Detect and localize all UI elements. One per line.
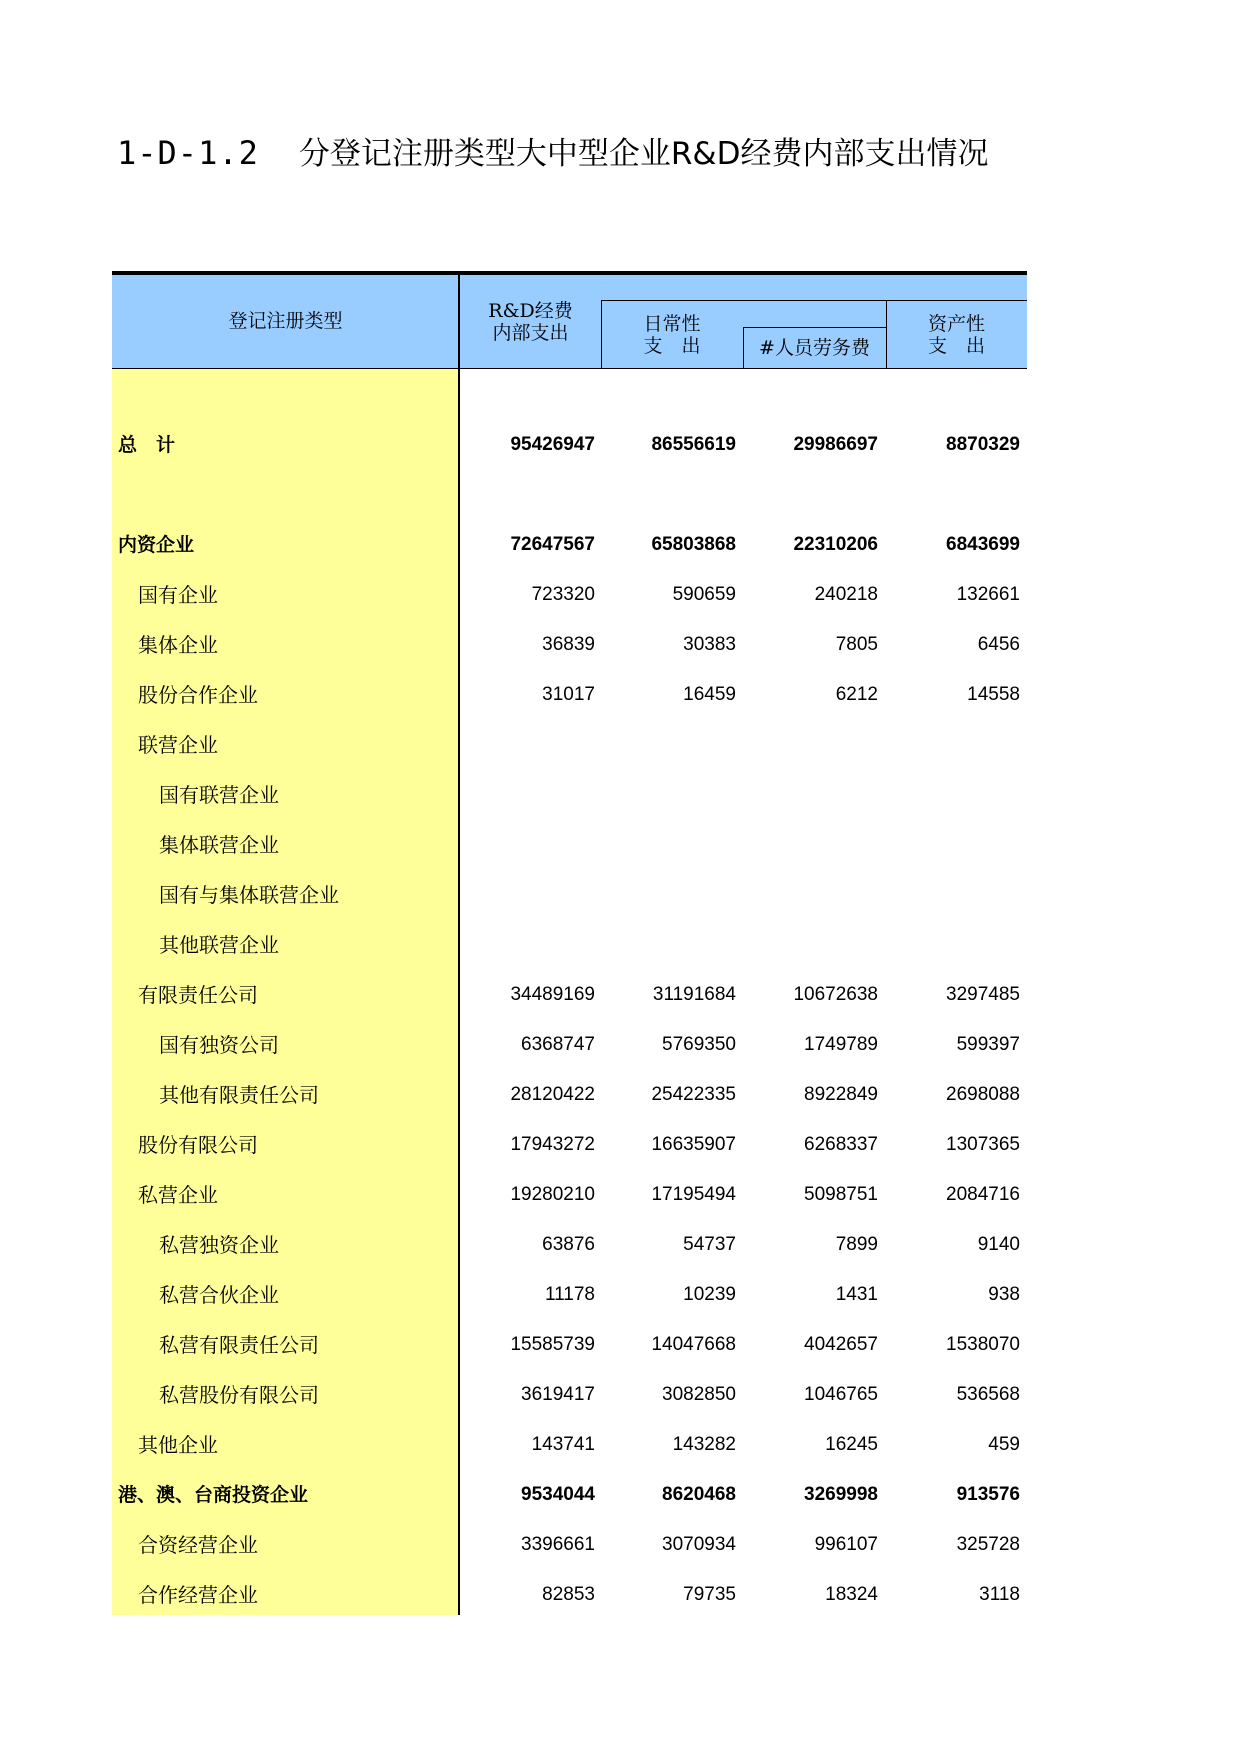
row-value: [748, 720, 878, 770]
table-row: [112, 720, 1027, 770]
table-row: [112, 1420, 1027, 1470]
row-value: 3082850: [662, 1384, 736, 1405]
row-value: [465, 920, 595, 970]
row-value: 1431: [835, 1284, 878, 1305]
row-value: 7805: [835, 634, 878, 655]
header-routine-expenditure: [601, 313, 743, 357]
row-value: 240218: [814, 584, 878, 605]
table-row: [112, 970, 1027, 1020]
header-routine-line1: 日常性: [643, 313, 701, 335]
row-value: 3070934: [662, 1534, 736, 1555]
row-value: 29986697: [793, 434, 878, 455]
row-value: 79735: [683, 1584, 736, 1605]
row-value: 7899: [835, 1234, 878, 1255]
row-label: 有限责任公司: [138, 983, 258, 1007]
row-value: 723320: [531, 584, 595, 605]
table-code: 1-D-1.2: [117, 134, 259, 172]
row-value: 34489169: [510, 984, 595, 1005]
row-label: 股份有限公司: [138, 1133, 258, 1157]
row-value: 1307365: [946, 1134, 1020, 1155]
row-value: 11178: [544, 1284, 595, 1305]
row-label: 总 计: [118, 434, 176, 456]
row-value: [748, 820, 878, 870]
table-title: 分登记注册类型大中型企业R&D经费内部支出情况: [298, 136, 989, 172]
table-row: [112, 1470, 1027, 1520]
header-sub-line: [743, 327, 886, 328]
row-value: [606, 770, 736, 820]
row-label: 内资企业: [118, 534, 195, 556]
table-row: [112, 1320, 1027, 1370]
row-value: 6456: [977, 634, 1020, 655]
row-value: [748, 770, 878, 820]
row-label: 国有企业: [138, 583, 218, 607]
row-value: 143282: [672, 1434, 736, 1455]
row-value: [890, 870, 1020, 920]
row-value: 63876: [542, 1234, 595, 1255]
row-value: 17943272: [510, 1134, 595, 1155]
header-group-line: [601, 300, 1027, 301]
row-value: [890, 920, 1020, 970]
table-row: [112, 1020, 1027, 1070]
row-value: 22310206: [793, 534, 878, 555]
row-value: 590659: [672, 584, 736, 605]
table-row: [112, 920, 1027, 970]
row-label: 港、澳、台商投资企业: [118, 1484, 309, 1506]
row-label: 私营独资企业: [159, 1233, 279, 1257]
row-value: 2698088: [946, 1084, 1020, 1105]
row-value: 16245: [825, 1434, 878, 1455]
row-value: 8922849: [804, 1084, 878, 1105]
table-row: [112, 1070, 1027, 1120]
row-value: 5098751: [804, 1184, 878, 1205]
row-label: 集体企业: [138, 633, 218, 657]
row-value: 19280210: [510, 1184, 595, 1205]
row-value: 28120422: [510, 1084, 595, 1105]
row-label: 股份合作企业: [138, 683, 258, 707]
row-value: 8620468: [662, 1484, 736, 1505]
table-row: [112, 870, 1027, 920]
row-label: 联营企业: [138, 733, 218, 757]
row-value: 3396661: [521, 1534, 595, 1555]
row-value: [748, 870, 878, 920]
row-value: 8870329: [946, 434, 1020, 455]
row-value: 16459: [683, 684, 736, 705]
table-row: [112, 1120, 1027, 1170]
row-label: 合资经营企业: [138, 1533, 258, 1557]
table-row: [112, 520, 1027, 570]
row-value: 996107: [814, 1534, 878, 1555]
header-rd-line2: 内部支出: [492, 322, 569, 344]
row-value: 14047668: [651, 1334, 736, 1355]
header-asset-line2: 支 出: [927, 335, 985, 357]
row-value: 132661: [956, 584, 1020, 605]
row-label: 其他有限责任公司: [159, 1083, 319, 1107]
header-asset-line1: 资产性: [927, 313, 985, 335]
header-routine-line2: 支 出: [643, 335, 701, 357]
row-value: 599397: [956, 1034, 1020, 1055]
row-value: 1046765: [804, 1384, 878, 1405]
row-value: 1749789: [804, 1034, 878, 1055]
row-value: [606, 720, 736, 770]
row-value: 36839: [542, 634, 595, 655]
row-value: 10672638: [793, 984, 878, 1005]
row-value: [890, 820, 1020, 870]
row-value: [890, 720, 1020, 770]
row-label: 国有独资公司: [159, 1033, 279, 1057]
row-value: 95426947: [510, 434, 595, 455]
table-row: [112, 1170, 1027, 1220]
row-value: [890, 770, 1020, 820]
row-label: 私营合伙企业: [159, 1283, 279, 1307]
row-value: 9534044: [521, 1484, 595, 1505]
row-value: 6843699: [946, 534, 1020, 555]
row-value: 6368747: [521, 1034, 595, 1055]
row-value: 3269998: [804, 1484, 878, 1505]
row-value: 65803868: [651, 534, 736, 555]
row-value: 72647567: [510, 534, 595, 555]
row-value: 31191684: [652, 984, 736, 1005]
table-row: [112, 1270, 1027, 1320]
table-row: [112, 1220, 1027, 1270]
row-value: 17195494: [651, 1184, 736, 1205]
row-value: 86556619: [651, 434, 736, 455]
header-asset-expenditure: [886, 313, 1027, 357]
row-label: 私营股份有限公司: [159, 1383, 319, 1407]
table-row: [112, 670, 1027, 720]
header-registration-type: 登记注册类型: [228, 310, 343, 332]
row-label: 集体联营企业: [159, 833, 279, 857]
row-value: 4042657: [804, 1334, 878, 1355]
row-value: 25422335: [651, 1084, 736, 1105]
row-value: 6212: [835, 684, 878, 705]
row-label: 私营企业: [138, 1183, 218, 1207]
row-label: 国有联营企业: [159, 783, 279, 807]
row-value: 325728: [956, 1534, 1020, 1555]
table-row: [112, 570, 1027, 620]
row-value: 15585739: [510, 1334, 595, 1355]
row-value: 9140: [977, 1234, 1020, 1255]
table-row: [112, 1570, 1027, 1620]
row-value: 913576: [956, 1484, 1020, 1505]
row-value: 3619417: [521, 1384, 595, 1405]
table-row: [112, 1520, 1027, 1570]
row-value: 14558: [967, 684, 1020, 705]
row-value: [606, 870, 736, 920]
row-value: 3118: [979, 1584, 1020, 1605]
row-value: 54737: [683, 1234, 736, 1255]
row-value: [465, 820, 595, 870]
row-label: 其他联营企业: [159, 933, 279, 957]
row-value: 18324: [825, 1584, 878, 1605]
header-rd-line1: R&D经费: [488, 300, 573, 322]
table-row: [112, 820, 1027, 870]
row-value: [606, 820, 736, 870]
row-value: 31017: [542, 684, 595, 705]
table-row: [112, 620, 1027, 670]
row-value: 10239: [683, 1284, 736, 1305]
row-value: 459: [988, 1434, 1020, 1455]
row-value: 82853: [542, 1584, 595, 1605]
row-value: [465, 870, 595, 920]
row-value: 938: [988, 1284, 1020, 1305]
row-label: 合作经营企业: [138, 1583, 258, 1607]
table-row: [112, 1370, 1027, 1420]
row-value: 5769350: [662, 1034, 736, 1055]
row-value: 1538070: [946, 1334, 1020, 1355]
row-value: [748, 920, 878, 970]
row-value: 2084716: [946, 1184, 1020, 1205]
header-labor-cost: #人员劳务费: [759, 337, 870, 359]
row-value: 16635907: [651, 1134, 736, 1155]
header-rd-expenditure: [460, 300, 601, 344]
row-value: [465, 720, 595, 770]
row-label: 其他企业: [138, 1433, 218, 1457]
row-label: 私营有限责任公司: [159, 1333, 319, 1357]
row-value: 3297485: [946, 984, 1020, 1005]
row-label: 国有与集体联营企业: [159, 883, 339, 907]
row-value: 536568: [956, 1384, 1020, 1405]
table-row: [112, 770, 1027, 820]
row-value: [606, 920, 736, 970]
row-value: 6268337: [804, 1134, 878, 1155]
row-value: [465, 770, 595, 820]
row-value: 30383: [683, 634, 736, 655]
page-title: [117, 128, 988, 173]
table-row: [112, 420, 1027, 470]
row-value: 143741: [531, 1434, 595, 1455]
